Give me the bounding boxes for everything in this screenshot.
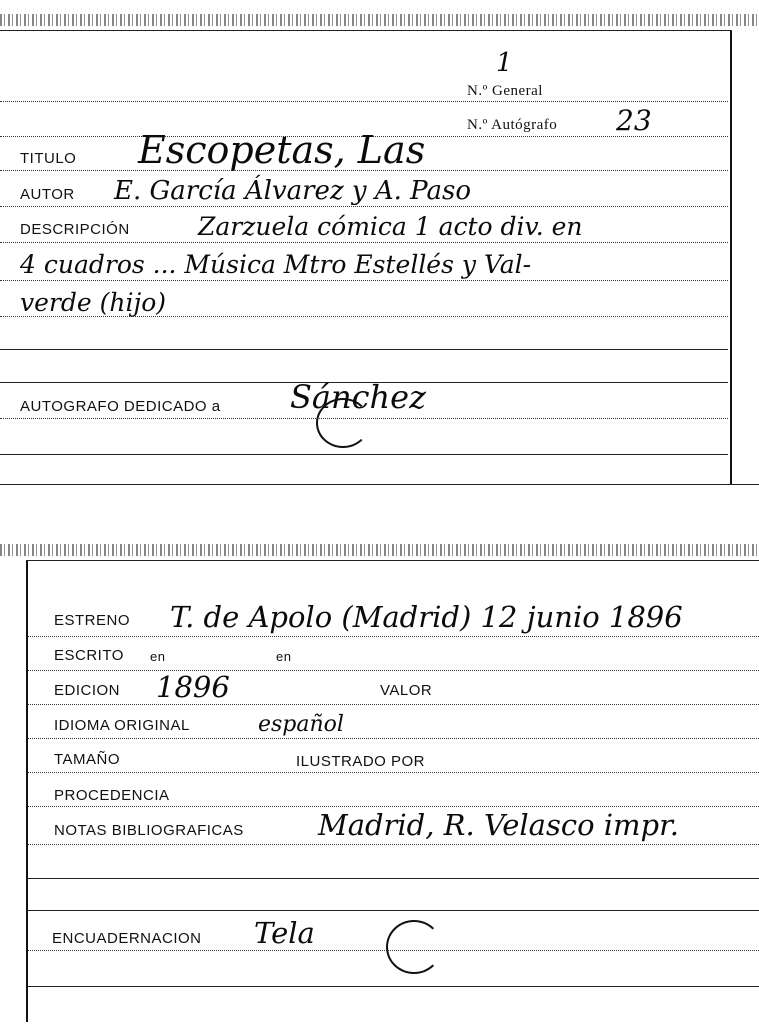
original-language-label: IDIOMA ORIGINAL	[54, 717, 190, 734]
author-value: E. García Álvarez y A. Paso	[114, 176, 471, 206]
written-label: ESCRITO	[54, 647, 124, 664]
card-top-right-border	[730, 30, 732, 485]
catalog-card-top	[0, 0, 759, 495]
title-value: Escopetas, Las	[138, 128, 426, 172]
edition-value: 1896	[156, 670, 230, 704]
catalog-card-bottom	[0, 540, 759, 1028]
binding-label: ENCUADERNACION	[52, 930, 202, 947]
card-bottom-left-border	[26, 560, 28, 1022]
author-label: AUTOR	[20, 186, 75, 203]
written-in-label-2: en	[276, 649, 292, 664]
general-number-label: N.º General	[467, 83, 543, 99]
bibliographic-notes-label: NOTAS BIBLIOGRAFICAS	[54, 822, 244, 839]
written-in-label-1: en	[150, 649, 166, 664]
general-number-value: 1	[496, 48, 513, 78]
edition-label: EDICION	[54, 682, 121, 699]
original-language-value: español	[258, 712, 344, 737]
description-line-2: 4 cuadros ... Música Mtro Estellés y Val-	[20, 250, 532, 279]
binding-value: Tela	[254, 916, 315, 950]
stamp-mark	[386, 920, 442, 974]
dedicated-autograph-value: Sánchez	[290, 378, 426, 416]
autograph-number-label: N.º Autógrafo	[467, 117, 558, 133]
card-bottom-edge	[0, 544, 759, 556]
description-line-3: verde (hijo)	[20, 288, 167, 317]
autograph-number-value: 23	[616, 104, 652, 137]
size-label: TAMAÑO	[54, 751, 121, 768]
provenance-label: PROCEDENCIA	[54, 787, 170, 804]
card-top-edge	[0, 14, 759, 26]
value-label: VALOR	[380, 682, 433, 699]
title-label: TITULO	[20, 150, 77, 167]
description-label: DESCRIPCIÓN	[20, 221, 130, 238]
premiere-value: T. de Apolo (Madrid) 12 junio 1896	[170, 600, 683, 634]
description-line-1: Zarzuela cómica 1 acto div. en	[198, 212, 583, 241]
bibliographic-notes-value: Madrid, R. Velasco impr.	[318, 808, 679, 842]
premiere-label: ESTRENO	[54, 612, 131, 629]
illustrated-by-label: ILUSTRADO POR	[296, 753, 426, 770]
dedicated-autograph-label: AUTOGRAFO DEDICADO a	[20, 398, 221, 415]
